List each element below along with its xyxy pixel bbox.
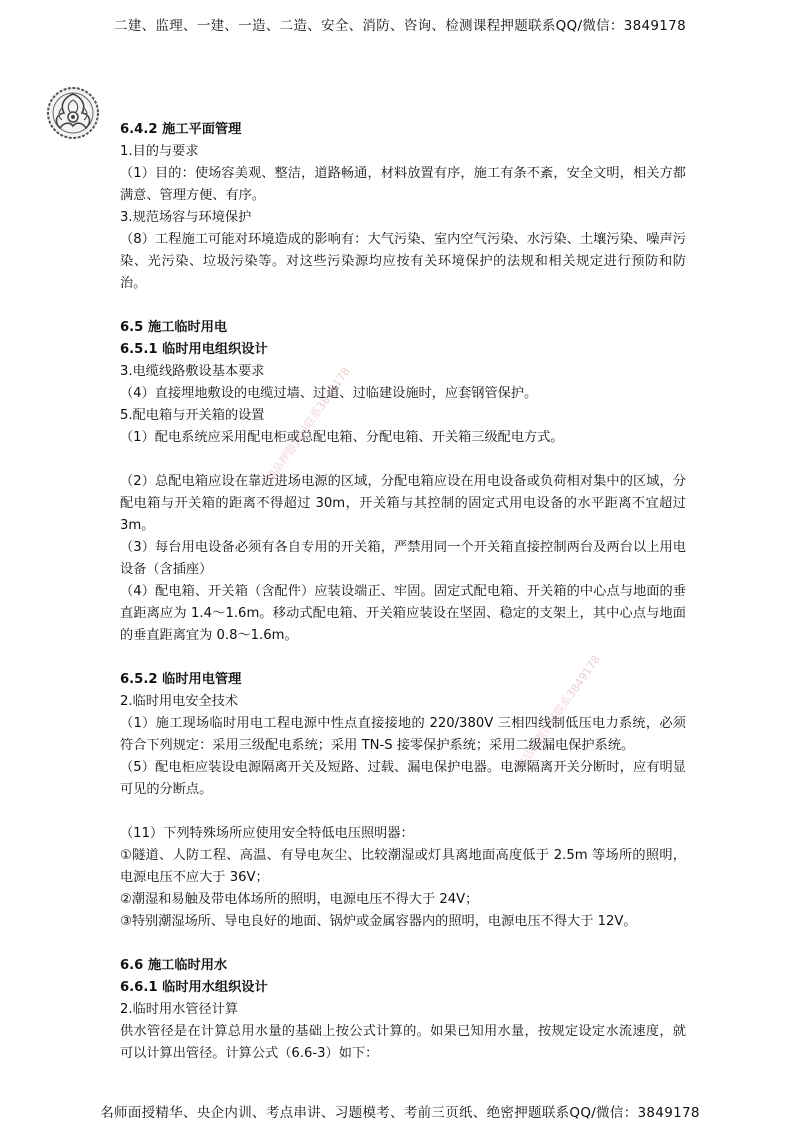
paragraph: （1）施工现场临时用电工程电源中性点直接接地的 220/380V 三相四线制低压电力系统，必须符合下列规定：采用三级配电系统；采用 TN-S 接零保护系统；采用二级漏电保护系统。 [120, 716, 686, 753]
paragraph-spacer [120, 295, 686, 317]
section-heading: 6.4.2 施工平面管理 [120, 122, 242, 137]
watermark-text: 精品押题资料联系3849178 [513, 652, 603, 773]
paragraph: 1.目的与要求 [120, 144, 199, 159]
paragraph-spacer [120, 801, 686, 823]
paragraph-spacer [120, 647, 686, 669]
paragraph: 2.临时用电安全技术 [120, 694, 239, 709]
paragraph: （8）工程施工可能对环境造成的影响有：大气污染、室内空气污染、水污染、土壤污染、噪声污染、光污染、垃圾污染等。对这些污染源均应按有关环境保护的法规和相关规定进行预防和防治。 [120, 232, 686, 291]
paragraph: （1）配电系统应采用配电柜或总配电箱、分配电箱、开关箱三级配电方式。 [120, 430, 564, 445]
paragraph: 3.规范场容与环境保护 [120, 210, 252, 225]
section-heading: 6.5.1 临时用电组织设计 [120, 342, 268, 357]
paragraph-spacer [120, 449, 686, 471]
paragraph: ②潮湿和易触及带电体场所的照明，电源电压不得大于 24V； [120, 892, 479, 907]
section-heading: 6.6 施工临时用水 [120, 958, 228, 973]
paragraph: （4）配电箱、开关箱（含配件）应装设端正、牢固。固定式配电箱、开关箱的中心点与地面的垂直距离应为 1.4～1.6m。移动式配电箱、开关箱应装设在坚固、稳定的支架上，其中心点与地面的垂直距离宜为 0.8～1.6m。 [120, 584, 686, 643]
paragraph: ③特别潮湿场所、导电良好的地面、锅炉或金属容器内的照明，电源电压不得大于 12V。 [120, 914, 637, 929]
paragraph: （1）目的：使场容美观、整洁，道路畅通，材料放置有序，施工有条不紊，安全文明，相关方都满意、管理方便、有序。 [120, 166, 686, 203]
paragraph: （11）下列特殊场所应使用安全特低电压照明器： [120, 826, 414, 841]
paragraph: 3.电缆线路敷设基本要求 [120, 364, 265, 379]
page-header: 二建、监理、一建、一造、二造、安全、消防、咨询、检测课程押题联系QQ/微信：3849178 [114, 18, 686, 34]
page-footer: 名师面授精华、央企内训、考点串讲、习题模考、考前三页纸、绝密押题联系QQ/微信：3849178 [100, 1105, 700, 1121]
paragraph: （2）总配电箱应设在靠近进场电源的区域，分配电箱应设在用电设备或负荷相对集中的区域，分配电箱与开关箱的距离不得超过 30m，开关箱与其控制的固定式用电设备的水平距离不宜超过 3m。 [120, 474, 686, 533]
paragraph: 5.配电箱与开关箱的设置 [120, 408, 265, 423]
paragraph-spacer [120, 933, 686, 955]
section-heading: 6.6.1 临时用水组织设计 [120, 980, 268, 995]
section-heading: 6.5.2 临时用电管理 [120, 672, 242, 687]
section-heading: 6.5 施工临时用电 [120, 320, 228, 335]
watermark-text: 精品押题资料联系3849178 [263, 364, 353, 485]
paragraph: （5）配电柜应装设电源隔离开关及短路、过载、漏电保护电器。电源隔离开关分断时，应有明显可见的分断点。 [120, 760, 686, 797]
paragraph: 2.临时用水管径计算 [120, 1002, 239, 1017]
paragraph: 供水管径是在计算总用水量的基础上按公式计算的。如果已知用水量，按规定设定水流速度，就可以计算出管径。计算公式（6.6-3）如下： [120, 1024, 686, 1061]
document-body [120, 119, 686, 1065]
circular-emblem-icon [46, 86, 100, 140]
paragraph: （4）直接埋地敷设的电缆过墙、过道、过临建设施时，应套钢管保护。 [120, 386, 538, 401]
paragraph: ①隧道、人防工程、高温、有导电灰尘、比较潮湿或灯具离地面高度低于 2.5m 等场所的照明，电源电压不应大于 36V； [120, 848, 686, 885]
paragraph: （3）每台用电设备必须有各自专用的开关箱，严禁用同一个开关箱直接控制两台及两台以上用电设备（含插座） [120, 540, 686, 577]
